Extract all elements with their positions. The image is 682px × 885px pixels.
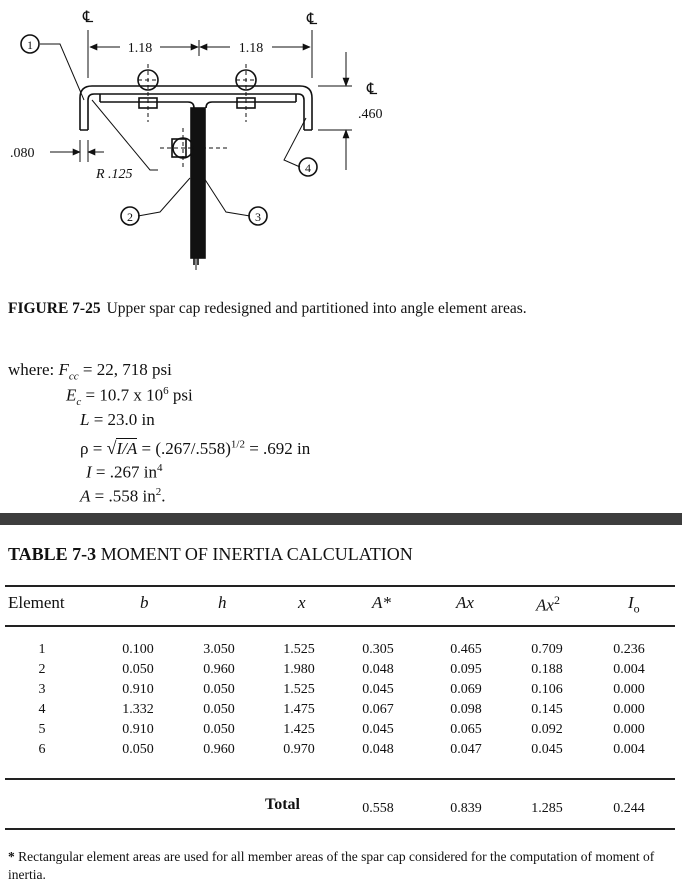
dim-radius: R .125: [96, 167, 133, 182]
table-cell: 0.095: [450, 662, 482, 677]
table-cell: 0.098: [450, 702, 482, 717]
table-cell: 1.525: [283, 682, 315, 697]
table-cell: 0.045: [531, 742, 563, 757]
equation-a: A = .558 $in^2$.: [80, 486, 166, 506]
header-element: Element: [8, 593, 65, 612]
callout-4-label: 4: [305, 161, 311, 175]
equation-l: L = 23.0 in: [80, 410, 155, 429]
table-row-element: 1: [38, 642, 46, 657]
dim-height: .460: [358, 107, 383, 122]
table-row-element: 3: [38, 682, 46, 697]
table-cell: 3.050: [203, 642, 235, 657]
callout-1-label: 1: [27, 38, 33, 52]
dim-right: 1.18: [238, 41, 264, 56]
table-cell: 1.525: [283, 642, 315, 657]
table-cell: 0.067: [362, 702, 394, 717]
spar-cap-figure: [0, 0, 682, 290]
dim-left: 1.18: [127, 41, 153, 56]
table-body-rule: [5, 778, 675, 780]
caption-text: Upper spar cap redesigned and partitioned into angle element areas.: [106, 300, 527, 317]
header-ax2: Ax$^2$: [536, 593, 560, 615]
table-cell: 0.465: [450, 642, 482, 657]
table-row-element: 2: [38, 662, 46, 677]
table-cell: 0.960: [203, 742, 235, 757]
table-cell: 0.004: [613, 662, 645, 677]
header-h: h: [218, 593, 227, 612]
table-cell: 0.970: [283, 742, 315, 757]
table-cell: 0.092: [531, 722, 563, 737]
table-cell: 0.000: [613, 722, 645, 737]
table-cell: 0.050: [203, 702, 235, 717]
total-io: 0.244: [613, 801, 645, 816]
table-row-element: 6: [38, 742, 46, 757]
table-cell: 0.004: [613, 742, 645, 757]
table-cell: 0.000: [613, 682, 645, 697]
header-ax: Ax: [456, 593, 474, 612]
where-label: where:: [8, 360, 55, 379]
table-cell: 0.000: [613, 702, 645, 717]
total-ax2: 1.285: [531, 801, 563, 816]
dim-thickness: .080: [10, 146, 35, 161]
table-cell: 0.960: [203, 662, 235, 677]
table-cell: 0.145: [531, 702, 563, 717]
centerline-left: ℄: [82, 9, 94, 26]
table-header-rule: [5, 625, 675, 627]
table-cell: 0.065: [450, 722, 482, 737]
centerline-side: ℄: [366, 81, 378, 98]
table-footnote: * Rectangular element areas are used for all member areas of the spar cap considered for the computation of moment of inertia.: [8, 849, 655, 882]
table-cell: 0.048: [362, 662, 394, 677]
table-cell: 0.236: [613, 642, 645, 657]
table-cell: 0.188: [531, 662, 563, 677]
table-title: TABLE 7-3 MOMENT OF INERTIA CALCULATION: [8, 544, 413, 564]
table-cell: 0.047: [450, 742, 482, 757]
caption-label: FIGURE 7-25: [8, 300, 101, 317]
header-b: b: [140, 593, 149, 612]
web-element: [191, 108, 205, 258]
table-cell: 0.069: [450, 682, 482, 697]
table-cell: 1.475: [283, 702, 315, 717]
table-cell: 0.048: [362, 742, 394, 757]
total-label: Total: [265, 796, 300, 813]
table-row-element: 4: [38, 702, 46, 717]
callout-3-label: 3: [255, 210, 261, 224]
table-cell: 0.910: [122, 722, 154, 737]
equation-fcc: where: $F_{cc} = 22$, 718 psi: [8, 360, 172, 383]
header-io: $I_o$: [628, 593, 640, 616]
header-x: x: [298, 593, 306, 612]
table-cell: 1.425: [283, 722, 315, 737]
table-cell: 1.980: [283, 662, 315, 677]
total-a: 0.558: [362, 801, 394, 816]
header-a: A*: [372, 593, 391, 612]
total-ax: 0.839: [450, 801, 482, 816]
equation-ec: $E_c = 10.7$ x $10^6$ psi: [66, 385, 193, 409]
table-cell: 0.050: [203, 682, 235, 697]
table-top-rule: [5, 585, 675, 587]
table-cell: 0.709: [531, 642, 563, 657]
table-cell: 0.050: [122, 662, 154, 677]
table-cell: 0.050: [203, 722, 235, 737]
table-bottom-rule: [5, 828, 675, 830]
table-cell: 1.332: [122, 702, 154, 717]
page-divider: [0, 513, 682, 525]
callout-2-label: 2: [127, 210, 133, 224]
table-cell: 0.106: [531, 682, 563, 697]
table-row-element: 5: [38, 722, 46, 737]
table-cell: 0.045: [362, 682, 394, 697]
figure-caption: [8, 300, 527, 318]
table-cell: 0.910: [122, 682, 154, 697]
table-cell: 0.100: [122, 642, 154, 657]
equation-i: I = .267 $in^4$: [86, 462, 163, 482]
table-cell: 0.050: [122, 742, 154, 757]
equation-rho: $\rho = √I/A = (.267/.558)^{1/2} = .692$ in: [80, 438, 311, 458]
centerline-right: ℄: [306, 11, 318, 28]
table-cell: 0.305: [362, 642, 394, 657]
table-cell: 0.045: [362, 722, 394, 737]
